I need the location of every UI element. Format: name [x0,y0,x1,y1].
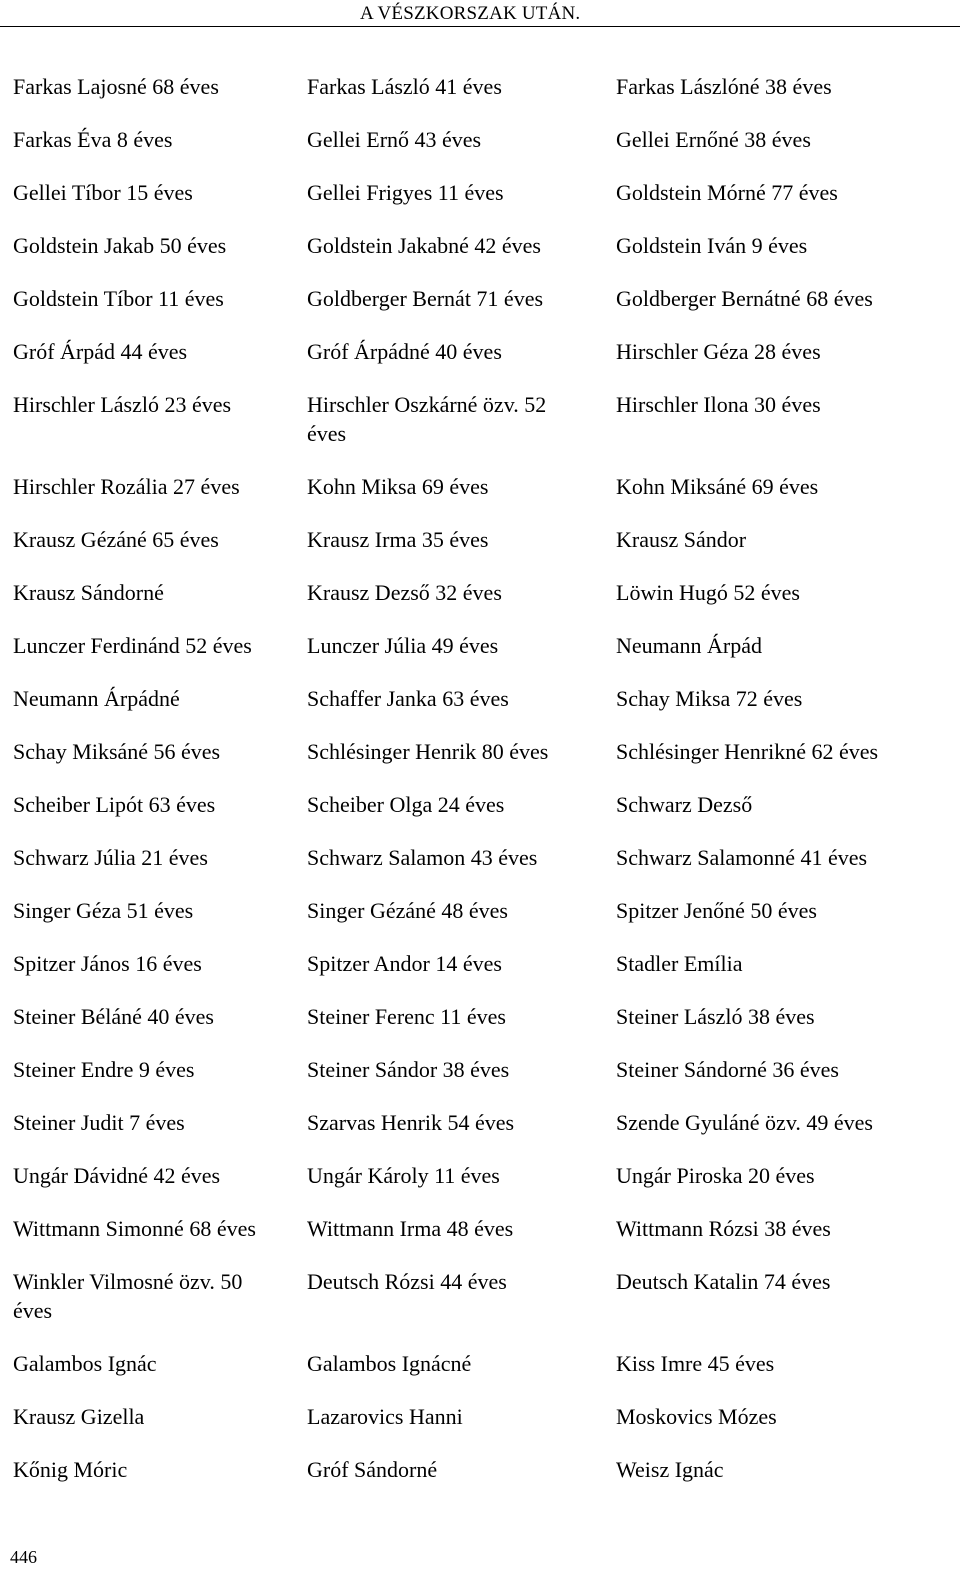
name-entry: Steiner Judit 7 éves [13,1110,185,1135]
list-row [0,1002,960,1031]
name-entry: Winkler Vilmosné özv. 50 éves [13,1269,243,1323]
name-entry: Krausz Dezső 32 éves [307,580,502,605]
name-entry: Steiner László 38 éves [616,1004,815,1029]
name-entry: Lazarovics Hanni [307,1404,463,1429]
name-entry: Spitzer János 16 éves [13,951,202,976]
name-entry: Gróf Árpádné 40 éves [307,339,502,364]
name-entry: Schlésinger Henrikné 62 éves [616,739,879,764]
name-entry: Schay Miksáné 56 éves [13,739,221,764]
list-row [0,578,960,607]
name-entry: Kohn Miksa 69 éves [307,474,489,499]
name-entry: Gellei Tíbor 15 éves [13,180,193,205]
list-row [0,72,960,101]
list-row [0,896,960,925]
name-entry: Steiner Sándor 38 éves [307,1057,510,1082]
name-entry: Singer Géza 51 éves [13,898,194,923]
name-entry: Spitzer Jenőné 50 éves [616,898,817,923]
name-entry: Szarvas Henrik 54 éves [307,1110,515,1135]
name-entry: Goldstein Jakabné 42 éves [307,233,541,258]
name-entry: Hirschler Ilona 30 éves [616,392,821,417]
name-entry: Weisz Ignác [616,1457,724,1482]
name-entry: Hirschler László 23 éves [13,392,232,417]
name-entry: Steiner Béláné 40 éves [13,1004,214,1029]
name-entry: Steiner Sándorné 36 éves [616,1057,839,1082]
name-entry: Gellei Frigyes 11 éves [307,180,504,205]
list-row [0,1108,960,1137]
list-row [0,631,960,660]
list-row [0,737,960,766]
list-row [0,337,960,366]
list-row [0,231,960,260]
name-entry: Krausz Gizella [13,1404,145,1429]
name-entry: Galambos Ignácné [307,1351,472,1376]
name-entry: Ungár Piroska 20 éves [616,1163,815,1188]
name-entry: Scheiber Lipót 63 éves [13,792,216,817]
name-entry: Schwarz Júlia 21 éves [13,845,208,870]
name-entry: Hirschler Géza 28 éves [616,339,821,364]
page-number: 446 [10,1547,37,1567]
name-entry: Deutsch Katalin 74 éves [616,1269,831,1294]
list-row [0,790,960,819]
name-list [0,72,960,1508]
list-row [0,949,960,978]
running-header [0,0,960,27]
list-row [0,1055,960,1084]
name-entry: Krausz Sándorné [13,580,164,605]
list-row [0,178,960,207]
name-entry: Goldstein Jakab 50 éves [13,233,227,258]
name-entry: Stadler Emília [616,951,743,976]
name-entry: Kiss Imre 45 éves [616,1351,775,1376]
name-entry: Steiner Endre 9 éves [13,1057,195,1082]
name-entry: Schwarz Dezső [616,792,753,817]
name-entry: Ungár Károly 11 éves [307,1163,500,1188]
name-entry: Gellei Ernő 43 éves [307,127,482,152]
name-entry: Gellei Ernőné 38 éves [616,127,811,152]
list-row [0,684,960,713]
name-entry: Schay Miksa 72 éves [616,686,803,711]
name-entry: Goldstein Mórné 77 éves [616,180,838,205]
name-entry: Goldberger Bernátné 68 éves [616,286,873,311]
list-row [0,1214,960,1243]
name-entry: Scheiber Olga 24 éves [307,792,505,817]
list-row [0,1161,960,1190]
name-entry: Galambos Ignác [13,1351,157,1376]
name-entry: Neumann Árpádné [13,686,180,711]
list-row [0,1455,960,1484]
name-entry: Krausz Gézáné 65 éves [13,527,219,552]
name-entry: Schwarz Salamon 43 éves [307,845,538,870]
list-row [0,843,960,872]
list-row [0,1267,960,1325]
name-entry: Lunczer Ferdinánd 52 éves [13,633,252,658]
name-entry: Schwarz Salamonné 41 éves [616,845,868,870]
name-entry: Singer Gézáné 48 éves [307,898,508,923]
list-row [0,525,960,554]
list-row [0,284,960,313]
list-row [0,390,960,448]
name-entry: Löwin Hugó 52 éves [616,580,800,605]
name-entry: Wittmann Rózsi 38 éves [616,1216,831,1241]
name-entry: Schaffer Janka 63 éves [307,686,509,711]
name-entry: Steiner Ferenc 11 éves [307,1004,506,1029]
name-entry: Szende Gyuláné özv. 49 éves [616,1110,873,1135]
name-entry: Wittmann Irma 48 éves [307,1216,514,1241]
name-entry: Hirschler Oszkárné özv. 52 éves [307,392,547,446]
name-entry: Kőnig Móric [13,1457,128,1482]
name-entry: Moskovics Mózes [616,1404,777,1429]
name-entry: Farkas Lászlóné 38 éves [616,74,832,99]
name-entry: Deutsch Rózsi 44 éves [307,1269,507,1294]
name-entry: Krausz Sándor [616,527,747,552]
name-entry: Spitzer Andor 14 éves [307,951,502,976]
list-row [0,1349,960,1378]
name-entry: Gróf Sándorné [307,1457,438,1482]
name-entry: Schlésinger Henrik 80 éves [307,739,549,764]
name-entry: Goldstein Iván 9 éves [616,233,808,258]
name-entry: Goldberger Bernát 71 éves [307,286,544,311]
list-row [0,125,960,154]
name-entry: Goldstein Tíbor 11 éves [13,286,224,311]
name-entry: Farkas Éva 8 éves [13,127,173,152]
name-entry: Krausz Irma 35 éves [307,527,489,552]
header-title: A VÉSZKORSZAK UTÁN. [360,3,581,24]
list-row [0,1402,960,1431]
name-entry: Farkas László 41 éves [307,74,502,99]
name-entry: Wittmann Simonné 68 éves [13,1216,256,1241]
name-entry: Neumann Árpád [616,633,763,658]
name-entry: Kohn Miksáné 69 éves [616,474,819,499]
name-entry: Gróf Árpád 44 éves [13,339,188,364]
list-row [0,472,960,501]
name-entry: Lunczer Júlia 49 éves [307,633,499,658]
name-entry: Hirschler Rozália 27 éves [13,474,240,499]
name-entry: Ungár Dávidné 42 éves [13,1163,221,1188]
name-entry: Farkas Lajosné 68 éves [13,74,219,99]
